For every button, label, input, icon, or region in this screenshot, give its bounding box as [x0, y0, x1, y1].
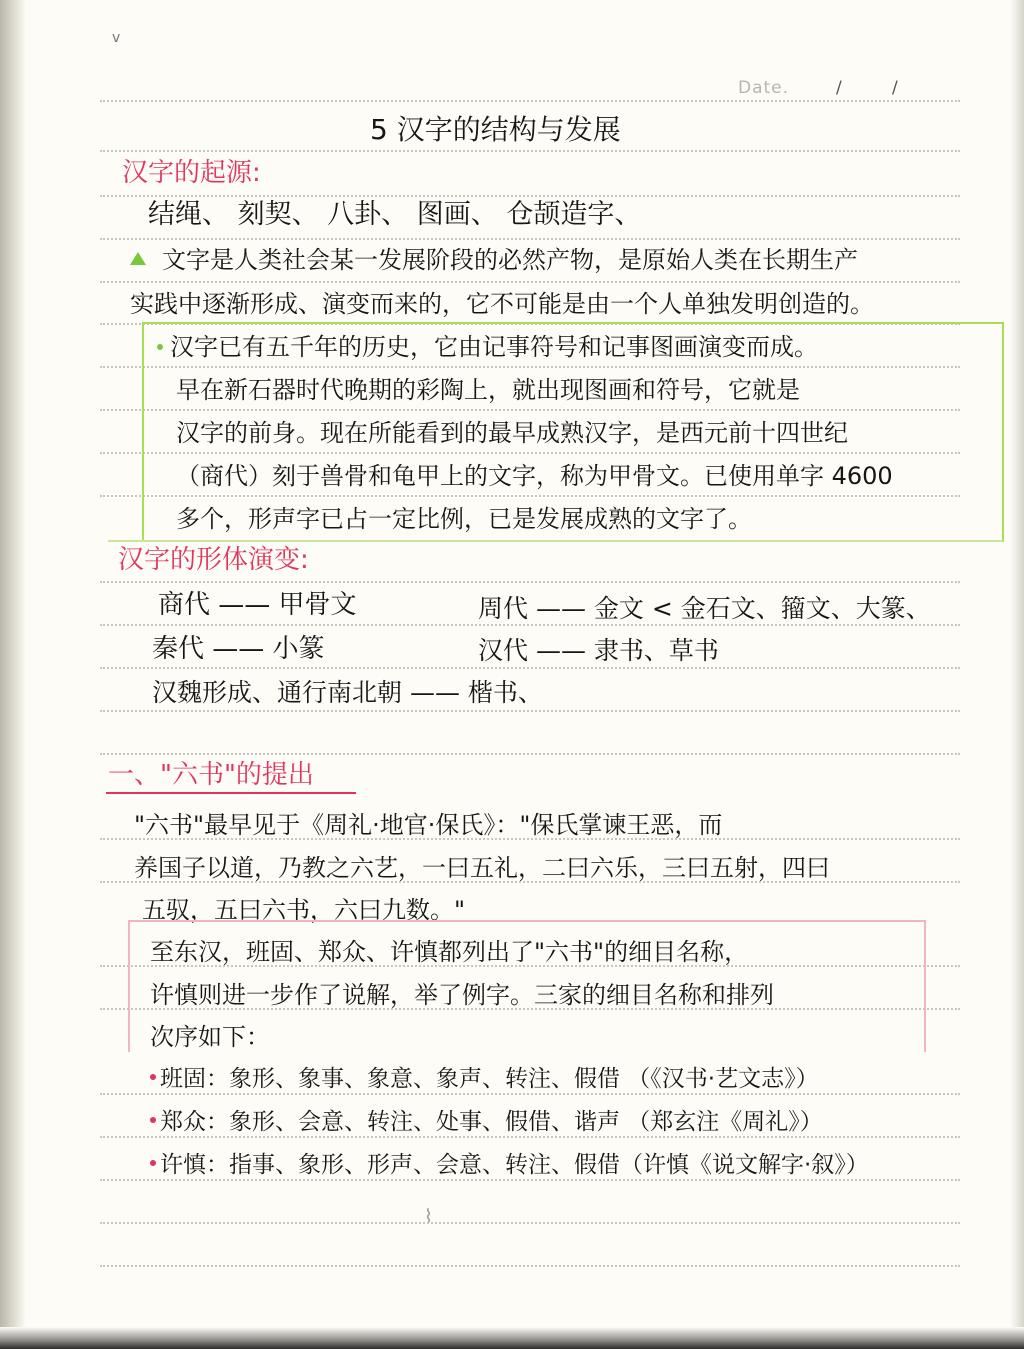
dot-bullet-icon [150, 1160, 156, 1166]
page-title: 5 汉字的结构与发展 [370, 113, 621, 146]
ruled-line [100, 150, 960, 152]
history-line: 早在新石器时代晚期的彩陶上，就出现图画和符号，它就是 [176, 376, 800, 404]
pencil-scribble-icon: ⌇ [424, 1206, 433, 1227]
corner-mark: v [112, 30, 121, 46]
heading-underline-red [106, 792, 356, 794]
triangle-bullet-icon [130, 252, 146, 265]
evolution-row: 周代 —— 金文 < 金石文、籀文、大篆、 [478, 594, 931, 623]
evolution-row: 汉魏形成、通行南北朝 —— 楷书、 [152, 678, 543, 707]
history-line: （商代）刻于兽骨和龟甲上的文字，称为甲骨文。已使用单字 4600 [176, 462, 893, 490]
bottom-edge-shadow [0, 1327, 1024, 1349]
dot-bullet-icon [157, 344, 163, 350]
ruled-line [100, 1265, 960, 1267]
dot-bullet-icon [150, 1117, 156, 1123]
list-item: 许慎：指事、象形、形声、会意、转注、假借（许慎《说文解字·叙》） [160, 1152, 869, 1178]
ruled-line [100, 581, 960, 583]
origin-paragraph-line: 实践中逐渐形成、演变而来的，它不可能是由一个人单独发明创造的。 [130, 290, 874, 318]
evolution-row: 汉代 —— 隶书、草书 [478, 636, 719, 665]
origin-paragraph-line: 文字是人类社会某一发展阶段的必然产物，是原始人类在长期生产 [162, 246, 858, 274]
list-item: 班固：象形、象事、象意、象声、转注、假借 （《汉书·艺文志》） [160, 1066, 819, 1092]
ruled-line [100, 238, 960, 240]
ruled-line [100, 710, 960, 712]
six-scripts-line: 五驭，五曰六书，六曰九数。" [142, 896, 466, 924]
ruled-line [100, 100, 960, 102]
date-label: Date. [738, 78, 790, 98]
scholars-line: 次序如下： [150, 1023, 270, 1051]
list-item: 郑众：象形、会意、转注、处事、假借、谐声 （郑玄注《周礼》） [160, 1109, 823, 1135]
history-line: 汉字已有五千年的历史，它由记事符号和记事图画演变而成。 [170, 333, 818, 361]
ruled-line [100, 1222, 960, 1224]
evolution-row: 商代 —— 甲骨文 [158, 590, 357, 620]
right-edge-shadow [1010, 0, 1024, 1349]
ruled-line [100, 281, 960, 283]
six-scripts-heading: 一、"六书"的提出 [108, 760, 314, 790]
ruled-line [100, 195, 960, 197]
scholars-line: 至东汉，班固、郑众、许慎都列出了"六书"的细目名称， [150, 938, 749, 966]
date-slash: / [892, 78, 898, 98]
dot-bullet-icon [150, 1074, 156, 1080]
highlight-underline-green [108, 540, 1003, 542]
evolution-heading: 汉字的形体演变: [118, 545, 309, 575]
ruled-line [100, 753, 960, 755]
origin-list: 结绳、 刻契、 八卦、 图画、 仓颉造字、 [148, 199, 642, 230]
scholars-line: 许慎则进一步作了说解，举了例字。三家的细目名称和排列 [150, 981, 774, 1009]
date-slash: / [836, 78, 842, 98]
evolution-row: 秦代 —— 小篆 [152, 634, 325, 664]
history-line: 汉字的前身。现在所能看到的最早成熟汉字，是西元前十四世纪 [176, 419, 848, 447]
history-line: 多个，形声字已占一定比例，已是发展成熟的文字了。 [176, 505, 752, 533]
six-scripts-line: 养国子以道，乃教之六艺，一曰五礼，二曰六乐，三曰五射，四曰 [134, 854, 830, 882]
origin-heading: 汉字的起源: [122, 158, 261, 188]
six-scripts-line: "六书"最早见于《周礼·地官·保氏》："保氏掌谏王恶，而 [134, 811, 723, 839]
binding-shadow [0, 0, 26, 1349]
